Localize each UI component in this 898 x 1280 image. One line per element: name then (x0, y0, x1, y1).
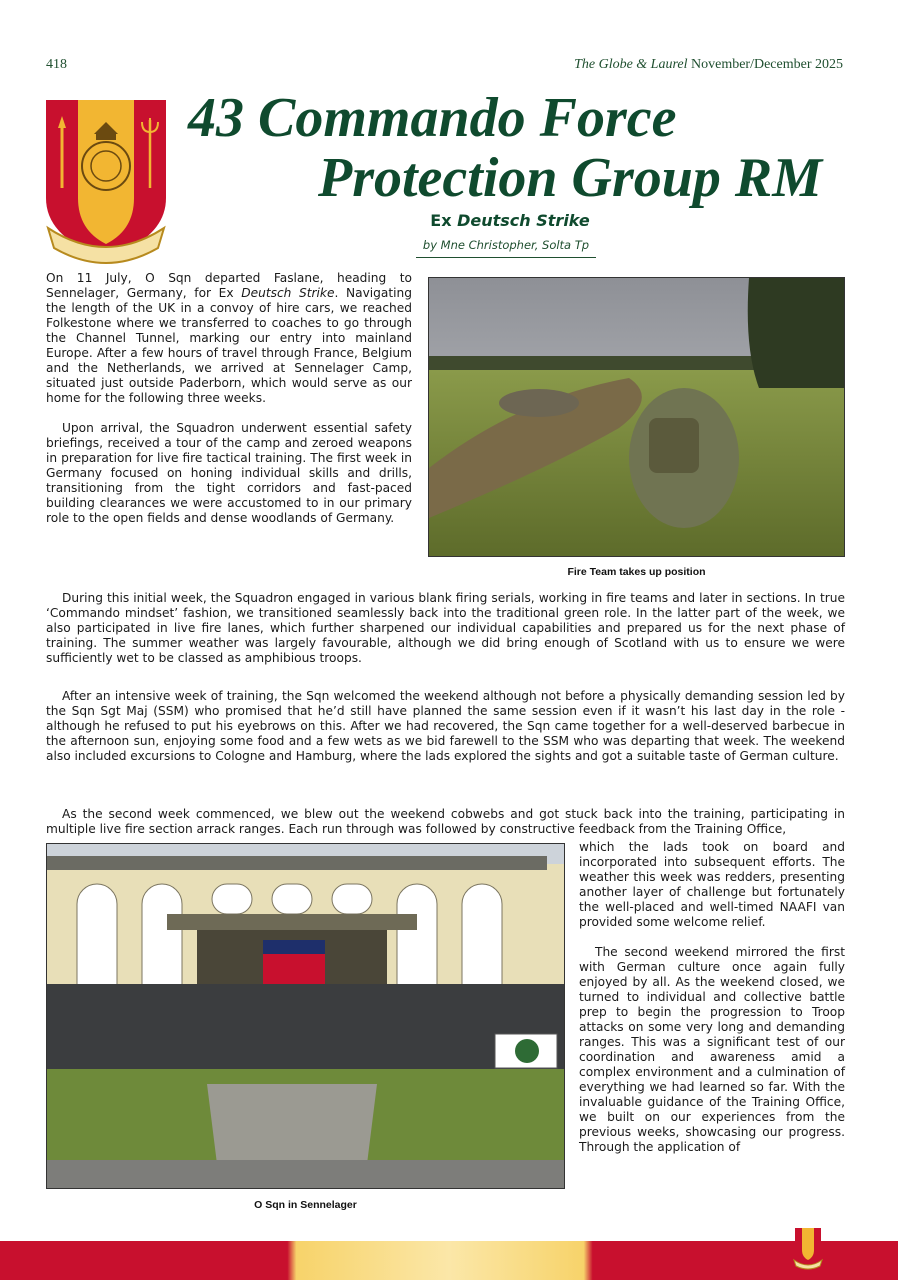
page-number: 418 (46, 57, 67, 72)
paragraph-1-start: On 11 July, O Sqn departed Faslane, heading to Sennelager, Germany, for Ex (46, 271, 412, 300)
paragraph-5-start: As the second week commenced, we blew out the weekend cobwebs and got stuck back into the training, participating in multiple live fire section arrack ranges. Each run through was followed by constructive feedback from the Training Office, (46, 807, 845, 836)
footer-crest-icon (793, 1226, 823, 1270)
paragraph-3: During this initial week, the Squadron engaged in various blank firing serials, working in fire teams and later in sections. In true ‘Commando mindset’ fashion, we transitioned seamlessly back into the traditional green role. In the latter part of the week, we also participated in live fire lanes, which further sharpened our individual capabilities and prepared us for the next phase of training. The summer weather was largely favourable, although we did bring enough of Scotland with us to ensure we were sufficiently wet to be classed as amphibious troops. (46, 591, 845, 665)
photo-fire-team-caption: Fire Team takes up position (567, 566, 706, 578)
paragraph-1 (46, 271, 412, 406)
paragraph-6: The second weekend mirrored the first with German culture once again fully enjoyed by all. As the weekend closed, we turned to individual and collective battle prep to begin the progression to Troop attacks on some very long and demanding ranges. This was a significant test of our coordination and awareness amid a complex environment and a culmination of everything we had learned so far. With the invaluable guidance of the Training Office, we built on our experiences from the previous weeks, showcasing our progress. Through the application of (579, 945, 845, 1154)
paragraph-2: Upon arrival, the Squadron underwent essential safety briefings, received a tour of the camp and zeroed weapons in preparation for live fire tactical training. The first week in Germany focused on honing individual skills and drills, transitioning from the tight corridors and fast-paced building clearances we were accustomed to in our primary role to the open fields and dense woodlands of Germany. (46, 421, 412, 525)
subtitle-prefix: Ex (430, 211, 452, 230)
article-title-line-1: 43 Commando Force (188, 87, 677, 149)
left-column (46, 271, 412, 526)
photo-squadron-group-image (47, 844, 565, 1189)
photo-squadron-group (46, 843, 565, 1189)
paragraph-1-emphasis: Deutsch Strike (241, 286, 335, 300)
royal-marines-crest-icon (44, 98, 168, 266)
subtitle-exercise-name: Deutsch Strike (457, 211, 590, 230)
paragraph-4: After an intensive week of training, the Sqn welcomed the weekend although not before a physically demanding session led by the Sqn Sgt Maj (SSM) who promised that he’d still have planned the same session even if it wasn’t his last day in the role - although he refused to put his eyebrows on this. After we had recovered, the Sqn came together for a well-deserved barbecue in the afternoon sun, enjoying some food and a few wets as we bid farewell to the SSM who was departing that week. The weekend also included excursions to Cologne and Hamburg, where the lads explored the sights and got a suitable taste of German culture. (46, 689, 845, 763)
right-column (579, 840, 845, 1155)
photo-fire-team (428, 277, 845, 557)
paragraph-1-end: . Navigating the length of the UK in a convoy of hire cars, we reached Folkestone where we transferred to coaches to go through the Channel Tunnel, marking our entry into mainland Europe. After a few hours of travel through France, Belgium and the Netherlands, we arrived at Sennelager Camp, situated just outside Paderborn, which would serve as our home for the following three weeks. (46, 286, 412, 405)
byline: by Mne Christopher, Solta Tp (416, 238, 596, 258)
exercise-subtitle (420, 211, 600, 230)
article-title-line-2: Protection Group RM (318, 147, 823, 209)
photo-fire-team-image (429, 278, 845, 557)
footer-color-bar (0, 1241, 898, 1280)
photo-squadron-group-caption: O Sqn in Sennelager (254, 1199, 357, 1211)
publication-name: The Globe & Laurel (574, 57, 688, 72)
paragraph-5-continued: which the lads took on board and incorporated into subsequent efforts. The weather this week was redders, presenting another layer of challenge but fortunately the well-placed and well-timed NAAFI van provided some welcome relief. (579, 840, 845, 929)
issue-date: November/December 2025 (691, 57, 843, 72)
running-header (574, 57, 843, 73)
